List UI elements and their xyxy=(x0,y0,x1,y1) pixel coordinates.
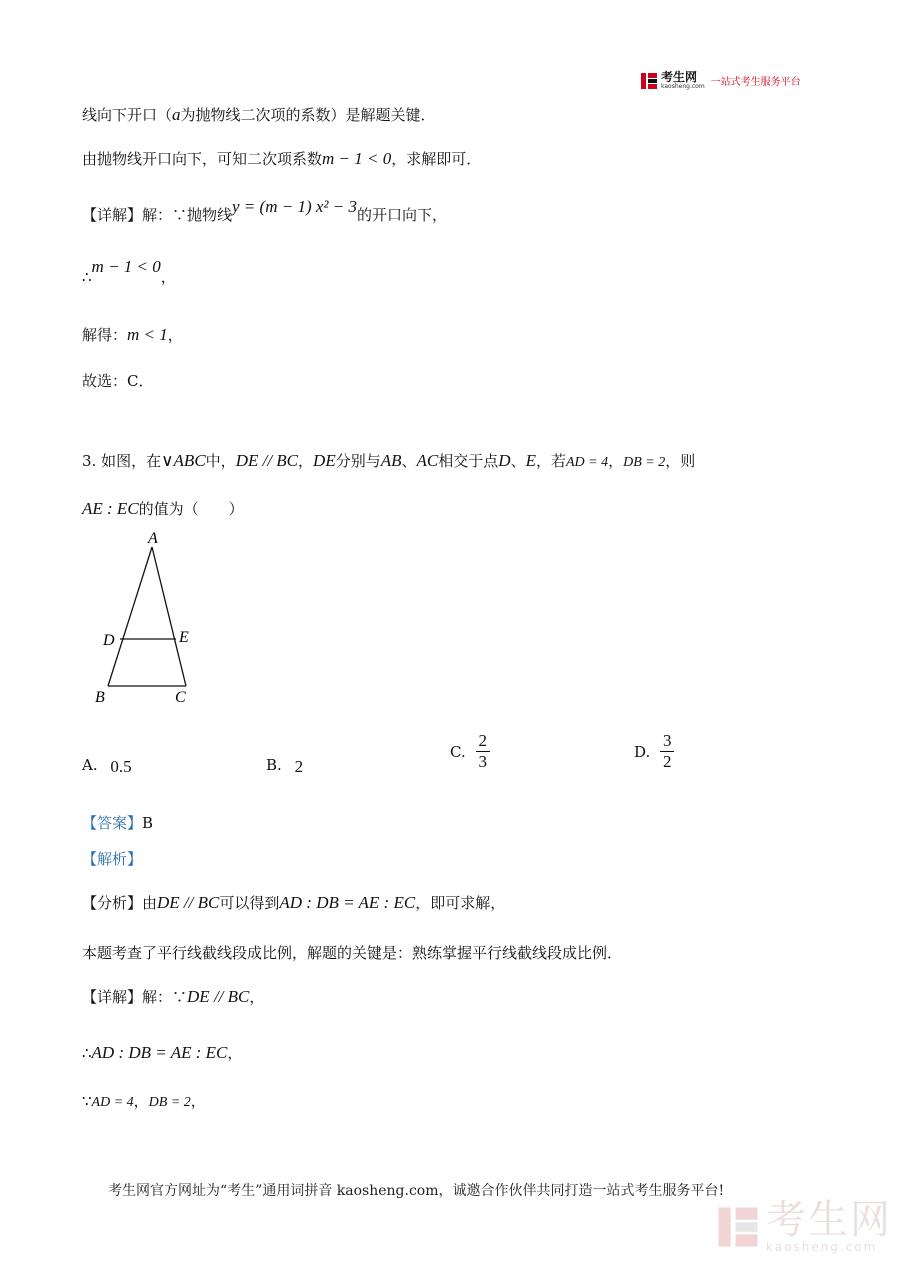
summary-line: 本题考查了平行线截线段成比例，解题的关键是：熟练掌握平行线截线段成比例． xyxy=(82,944,623,962)
step-1-line: ∴AD : DB = AE : EC， xyxy=(82,1043,243,1062)
option-a[interactable]: A. 0.5 xyxy=(82,756,132,776)
label-c: C xyxy=(175,689,186,706)
logo-name: 考生网 xyxy=(661,70,698,84)
watermark xyxy=(716,1197,892,1254)
question-3-line-2: AE : EC的值为（ ） xyxy=(82,499,244,518)
prev-detail: 【详解】解：∵抛物线y = (m − 1) x² − 3的开口向下， xyxy=(82,197,447,224)
answer-line: 【答案】B xyxy=(82,814,154,832)
fraction-c: $\frac{2}{3}$ xyxy=(476,731,490,772)
triangle-figure xyxy=(90,528,200,708)
watermark-name: 考生网 xyxy=(766,1197,892,1243)
logo-mark-icon xyxy=(640,72,658,90)
logo-slogan: 一站式考生服务平台 xyxy=(710,77,801,88)
prev-line-1: 线向下开口（a为抛物线二次项的系数）是解题关键． xyxy=(82,105,436,124)
prev-line-2: 由抛物线开口向下，可知二次项系数m − 1 < 0，求解即可． xyxy=(82,149,482,168)
fraction-d: $\frac{3}{2}$ xyxy=(660,731,674,772)
label-d: D xyxy=(103,632,115,649)
prev-choose: 故选：C． xyxy=(82,372,154,390)
header-logo xyxy=(640,71,801,90)
side-ac xyxy=(152,547,186,686)
prev-therefore: ∴m − 1 < 0， xyxy=(82,257,176,286)
analysis-label: 【解析】 xyxy=(82,850,143,868)
prev-solve: 解得：m < 1， xyxy=(82,325,183,344)
detail-line: 【详解】解：∵DE // BC， xyxy=(82,987,265,1006)
label-a: A xyxy=(148,530,158,547)
option-d[interactable]: D. $\frac{3}{2}$ xyxy=(634,731,674,772)
step-2-line: ∵AD = 4，DB = 2， xyxy=(82,1092,206,1110)
option-b[interactable]: B. 2 xyxy=(266,756,304,776)
question-3-line-1: 3. 如图，在∨ABC中，DE // BC，DE分别与AB、AC相交于点D、E，若AD = 4，DB = 2，则 xyxy=(82,451,696,470)
side-ab xyxy=(108,547,152,686)
label-b: B xyxy=(95,689,105,706)
option-c[interactable]: C. $\frac{2}{3}$ xyxy=(450,731,490,772)
label-e: E xyxy=(179,629,189,646)
watermark-domain: kaosheng.com xyxy=(766,1240,878,1254)
logo-domain: kaosheng.com xyxy=(661,83,705,90)
fenxi-line: 【分析】由DE // BC可以得到AD : DB = AE : EC，即可求解， xyxy=(82,893,506,912)
footer-text: 考生网官方网址为“考生”通用词拼音 kaosheng.com，诚邀合作伙伴共同打造一站式考生服务平台! xyxy=(108,1183,725,1199)
watermark-logo-icon xyxy=(716,1203,760,1251)
